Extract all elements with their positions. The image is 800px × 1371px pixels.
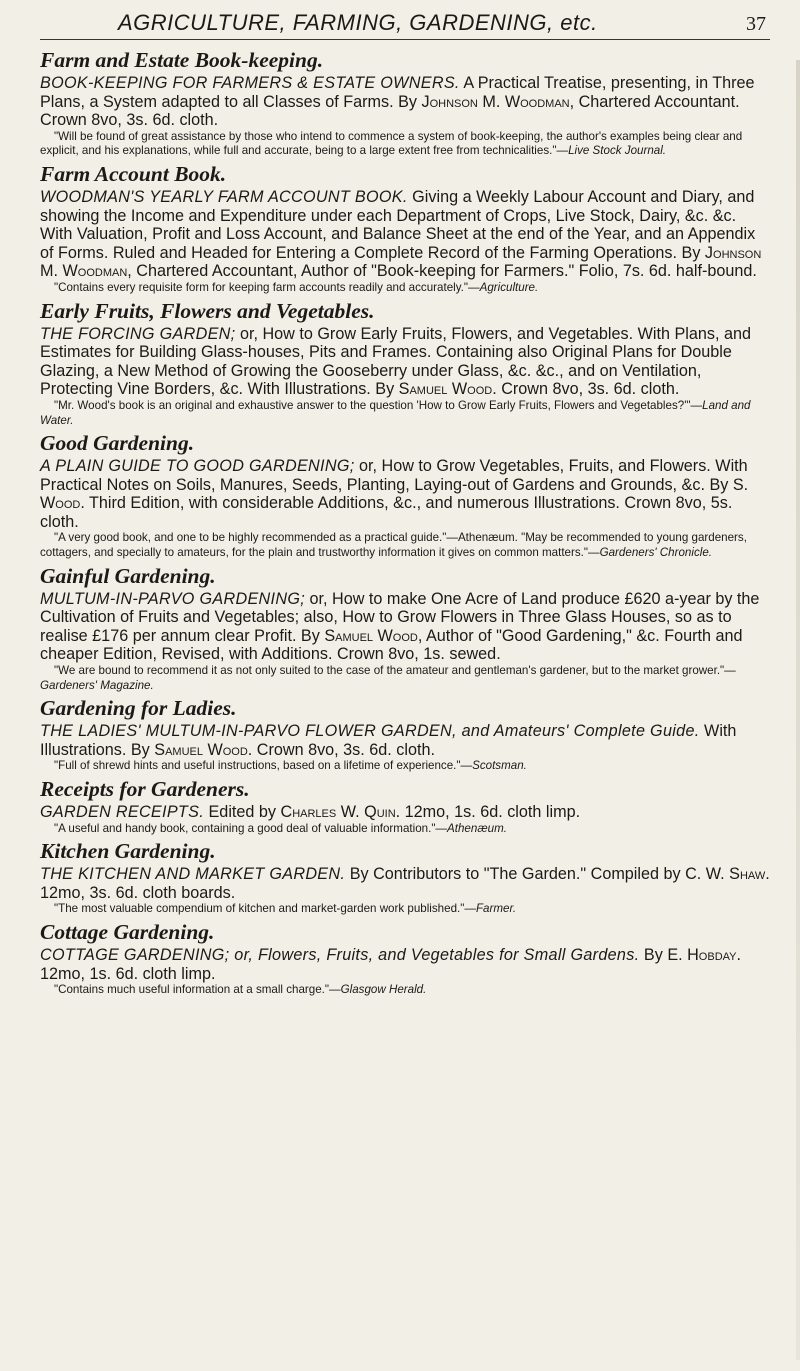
book-entry: [40, 457, 770, 561]
entry-text-after: . 12mo, 3s. 6d. cloth boards.: [40, 865, 770, 902]
entry-text-before: With Illustrations. By: [40, 722, 737, 759]
book-title: A PLAIN GUIDE TO GOOD GARDENING;: [40, 457, 355, 476]
catalogue-section: [40, 839, 770, 917]
entry-description: [40, 590, 770, 664]
book-entry: [40, 722, 770, 774]
review-quote: [40, 399, 770, 428]
book-entry: [40, 590, 770, 694]
book-title: GARDEN RECEIPTS.: [40, 803, 205, 821]
catalogue-section: [40, 564, 770, 694]
entry-description: [40, 188, 770, 281]
book-title: THE KITCHEN AND MARKET GARDEN.: [40, 865, 346, 884]
entry-text-after: , Chartered Accountant, Author of "Book-keeping for Farmers." Folio, 7s. 6d. half-bound.: [127, 262, 757, 281]
entry-text-before: A Practical Treatise, presenting, in Three Plans, a System adapted to all Classes of Farms. By: [40, 74, 755, 111]
book-entry: [40, 803, 770, 836]
review-quote: [40, 902, 770, 917]
catalogue-sections: [40, 48, 770, 998]
author-name: Samuel Wood: [398, 380, 493, 399]
catalogue-section: [40, 162, 770, 296]
catalogue-section: [40, 299, 770, 429]
book-entry: [40, 865, 770, 917]
review-text: "The most valuable compendium of kitchen and market-garden work published."—: [54, 902, 476, 916]
section-heading: Gardening for Ladies.: [40, 696, 237, 721]
entry-text-before: Edited by: [204, 803, 281, 821]
entry-text-before: By Contributors to "The Garden." Compiled by: [345, 865, 686, 884]
entry-description: [40, 325, 770, 399]
review-text: "A very good book, and one to be highly recommended as a practical guide."—Athenæum. "May be recommended to young gardeners, cottagers, and specially to amateurs, for the plain and trustworthy information it gives on common matters."—: [40, 531, 747, 560]
entry-text-after: . 12mo, 1s. 6d. cloth limp.: [40, 945, 742, 983]
catalogue-section: [40, 777, 770, 836]
catalogue-section: [40, 696, 770, 774]
section-heading: Kitchen Gardening.: [40, 839, 216, 864]
section-heading: Cottage Gardening.: [40, 919, 215, 944]
review-text: "Will be found of great assistance by those who intend to commence a system of book-keeping, the author's examples being clear and explicit, and his explanations, while full and accurate, being to a large extent free from technicalities."—: [40, 129, 743, 158]
review-source: Glasgow Herald.: [340, 983, 427, 997]
review-source: Farmer.: [475, 902, 517, 916]
author-name: E. Hobday: [667, 945, 737, 964]
entry-description: [40, 457, 770, 531]
review-text: "A useful and handy book, containing a good deal of valuable information."—: [54, 821, 448, 835]
section-heading: Early Fruits, Flowers and Vegetables.: [40, 298, 375, 323]
review-text: "Contains every requisite form for keeping farm accounts readily and accurately."—: [54, 280, 480, 294]
review-source: Athenæum.: [447, 821, 507, 835]
review-text: "Contains much useful information at a small charge."—: [54, 983, 341, 997]
review-quote: [40, 664, 770, 693]
book-title: WOODMAN'S YEARLY FARM ACCOUNT BOOK.: [40, 187, 408, 206]
book-entry: [40, 946, 770, 998]
review-text: "We are bound to recommend it as not only suited to the case of the amateur and gentleman's gardener, but to the market grower."—: [54, 664, 736, 678]
section-heading: Farm and Estate Book-keeping.: [40, 48, 324, 72]
catalogue-section: [40, 48, 770, 159]
review-quote: [40, 759, 770, 774]
review-text: "Full of shrewd hints and useful instructions, based on a lifetime of experience."—: [54, 759, 473, 773]
review-source: Land and Water.: [40, 398, 751, 427]
entry-text-before: Giving a Weekly Labour Account and Diary, and showing the Income and Expenditure under each Department of Crops, Live Stock, Dairy, &c. &c. With Valuation, Profit and Loss Account, and Balance Sheet at the end of the Year, and an Appendix of Forms. Ruled and Headed for Entering a Complete Record of the Farming Operations. By: [40, 187, 756, 262]
entry-text-before: or, How to make One Acre of Land produce £620 a-year by the Cultivation of Fruits and Vegetables; also, How to Grow Flowers in Three Glass Houses, so as to realise £176 per annum clear Profit. By: [40, 589, 760, 645]
catalogue-section: [40, 920, 770, 998]
page-edge: [796, 60, 800, 1360]
author-name: Johnson M. Woodman: [40, 243, 762, 281]
review-quote: [40, 531, 770, 560]
book-entry: [40, 74, 770, 159]
author-name: Charles W. Quin: [280, 803, 396, 821]
running-title: AGRICULTURE, FARMING, GARDENING, etc.: [118, 10, 598, 35]
entry-text-after: , Author of "Good Gardening," &c. Fourth and cheaper Edition, Revised, with Additions. Crown 8vo, 1s. sewed.: [40, 626, 743, 664]
review-quote: [40, 822, 770, 837]
entry-description: [40, 803, 770, 822]
entry-text-after: . Crown 8vo, 3s. 6d. cloth.: [247, 740, 435, 759]
review-source: Scotsman.: [472, 759, 527, 773]
entry-text-after: , Chartered Accountant. Crown 8vo, 3s. 6d. cloth.: [40, 92, 740, 130]
author-name: S. Wood: [40, 475, 749, 513]
entry-text-before: or, How to Grow Vegetables, Fruits, and Flowers. With Practical Notes on Soils, Manures, Seeds, Planting, Laying-out of Gardens and Grounds, &c. By: [40, 457, 748, 494]
catalogue-page: [40, 10, 770, 999]
author-name: C. W. Shaw: [685, 865, 766, 884]
book-entry: [40, 325, 770, 429]
book-title: COTTAGE GARDENING; or, Flowers, Fruits, and Vegetables for Small Gardens.: [40, 945, 640, 964]
author-name: Samuel Wood: [324, 626, 418, 645]
entry-description: [40, 865, 770, 902]
section-heading: Good Gardening.: [40, 431, 195, 456]
entry-text-after: . Crown 8vo, 3s. 6d. cloth.: [492, 380, 680, 399]
entry-description: [40, 722, 770, 759]
review-quote: [40, 983, 770, 998]
book-title: THE FORCING GARDEN;: [40, 324, 236, 343]
review-quote: [40, 281, 770, 296]
entry-text-after: . Third Edition, with considerable Additions, &c., and numerous Illustrations. Crown 8vo, 5s. cloth.: [40, 494, 733, 531]
book-title: THE LADIES' MULTUM-IN-PARVO FLOWER GARDEN, and Amateurs' Complete Guide.: [40, 722, 700, 741]
running-head: [40, 10, 770, 40]
review-source: Gardeners' Magazine.: [40, 678, 154, 692]
book-title: MULTUM-IN-PARVO GARDENING;: [40, 589, 306, 608]
entry-description: [40, 946, 770, 983]
page-number: 37: [746, 13, 766, 35]
author-name: Samuel Wood: [154, 740, 248, 759]
entry-text-after: . 12mo, 1s. 6d. cloth limp.: [395, 803, 581, 821]
catalogue-section: [40, 431, 770, 561]
review-source: Gardeners' Chronicle.: [599, 546, 712, 560]
review-source: Agriculture.: [479, 280, 539, 294]
book-title: BOOK-KEEPING FOR FARMERS & ESTATE OWNERS.: [40, 74, 460, 92]
section-heading: Farm Account Book.: [40, 161, 227, 186]
section-heading: Gainful Gardening.: [40, 563, 216, 588]
review-quote: [40, 130, 770, 159]
author-name: Johnson M. Woodman: [421, 92, 570, 111]
review-text: "Mr. Wood's book is an original and exhaustive answer to the question 'How to Grow Early Fruits, Flowers and Vegetables?'"—: [54, 398, 703, 412]
book-entry: [40, 188, 770, 296]
entry-description: [40, 74, 770, 130]
review-source: Live Stock Journal.: [568, 144, 667, 158]
entry-text-before: or, How to Grow Early Fruits, Flowers, and Vegetables. With Plans, and Estimates for Building Glass-houses, Pits and Frames. Containing also Original Plans for Double Glazing, a New Method of Growing the Gooseberry under Glass, &c. &c., and on Ventilation, Protecting Vine Borders, &c. With Illustrations. By: [40, 324, 751, 399]
section-heading: Receipts for Gardeners.: [40, 777, 250, 801]
entry-text-before: By: [639, 945, 668, 964]
